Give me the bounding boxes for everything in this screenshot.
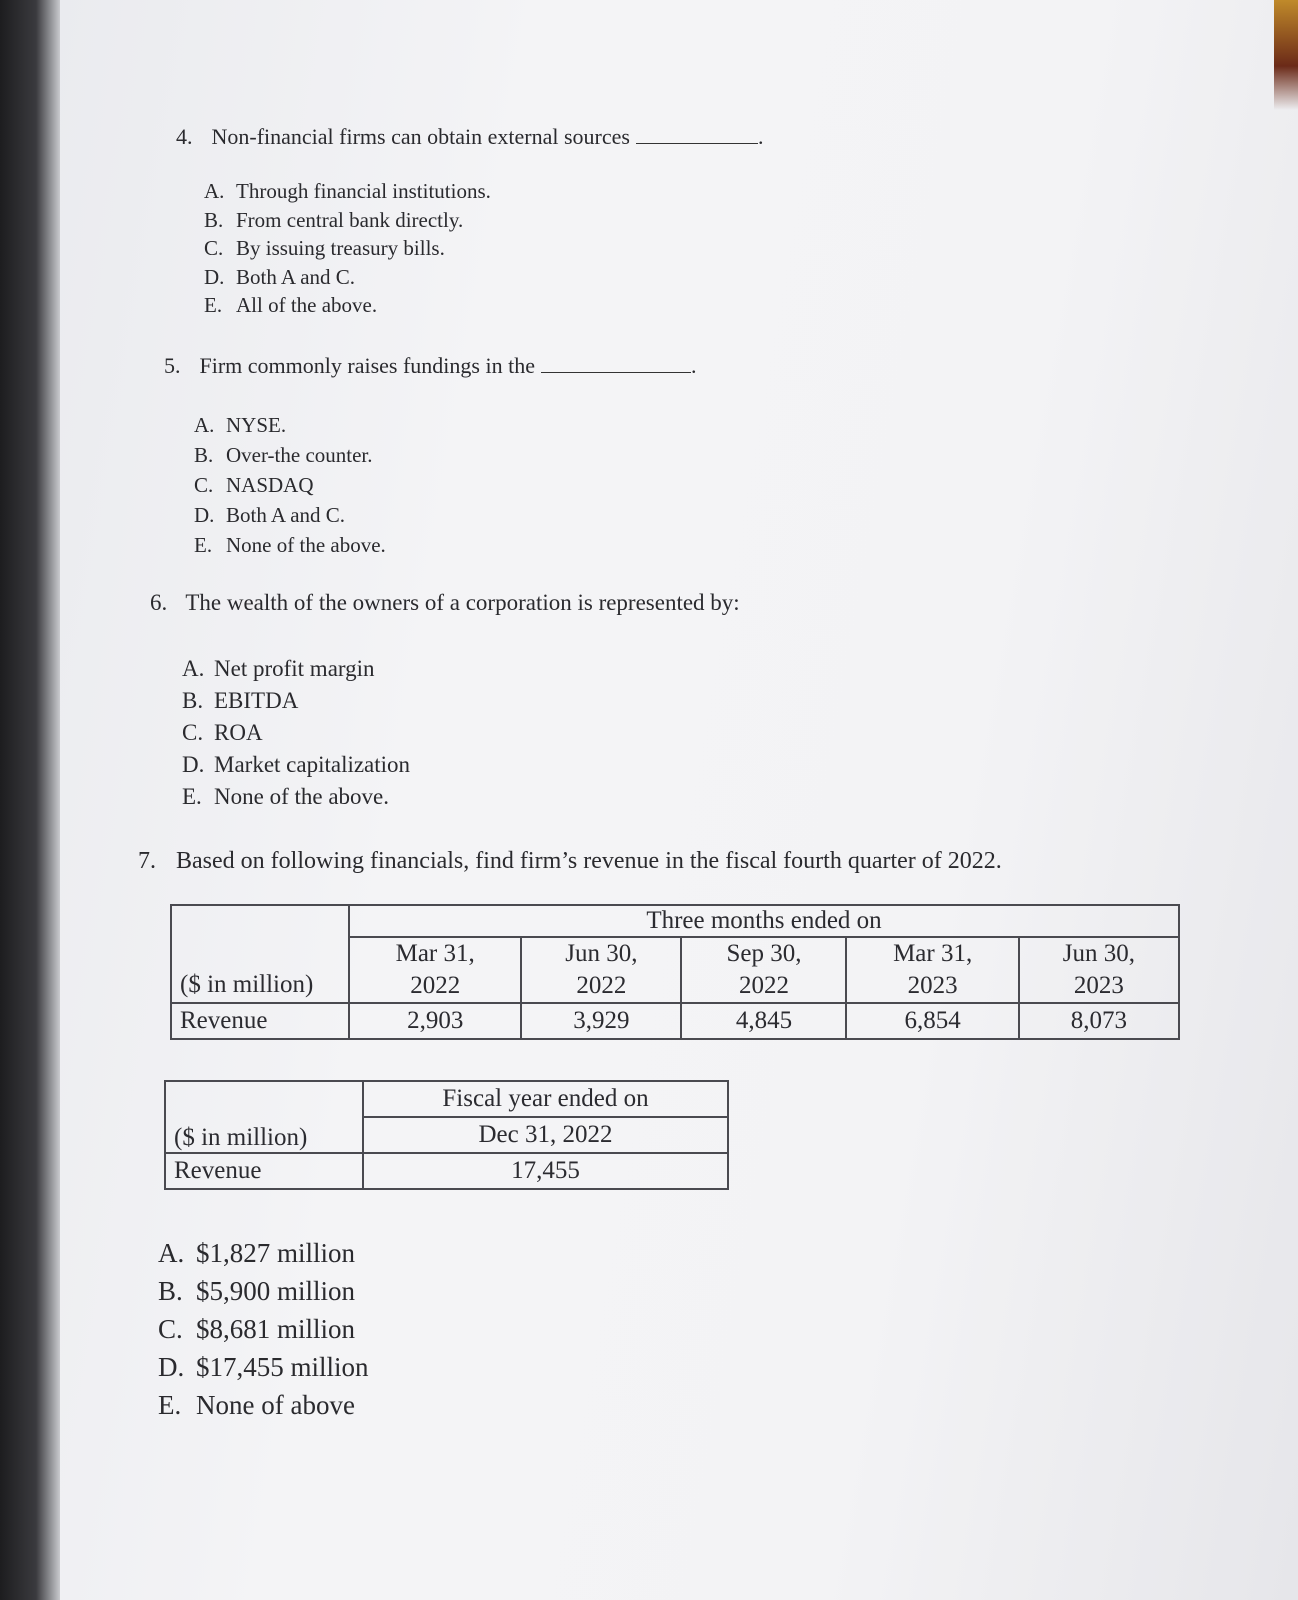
option-c[interactable]: C. By issuing treasury bills. xyxy=(204,236,445,260)
revenue-cell: 3,929 xyxy=(521,1003,681,1039)
quarterly-revenue-table xyxy=(170,904,1180,1040)
option-e[interactable]: E. None of above xyxy=(158,1390,355,1420)
revenue-cell: 2,903 xyxy=(349,1003,521,1039)
option-a[interactable]: A. Through financial institutions. xyxy=(204,179,491,203)
row-label: Revenue xyxy=(171,1003,349,1039)
option-e[interactable]: E. None of the above. xyxy=(182,784,389,809)
photo-edge-left xyxy=(0,0,60,1600)
question-4: 4. Non-financial firms can obtain external sources . xyxy=(176,124,764,149)
question-text: The wealth of the owners of a corporation is represented by: xyxy=(185,590,740,615)
question-6 xyxy=(150,590,740,616)
period-header: Sep 30, 2022 xyxy=(681,937,846,1003)
option-d[interactable]: D. Market capitalization xyxy=(182,752,411,777)
question-number: 6. xyxy=(150,590,168,615)
question-7-options xyxy=(158,1234,369,1424)
option-c[interactable]: C. ROA xyxy=(182,720,263,745)
option-b[interactable]: B. From central bank directly. xyxy=(204,207,464,232)
option-a[interactable]: A. NYSE. xyxy=(194,413,287,437)
question-text: Non-financial firms can obtain external sources xyxy=(211,124,630,149)
question-number: 7. xyxy=(138,848,156,874)
option-a[interactable]: A. Net profit margin xyxy=(182,656,375,681)
question-6-options xyxy=(182,653,410,813)
option-d[interactable]: D. Both A and C. xyxy=(204,264,356,289)
question-5: 5. Firm commonly raises fundings in the . xyxy=(164,353,697,378)
option-c[interactable]: C. $8,681 million xyxy=(158,1314,356,1344)
question-5-options xyxy=(194,410,386,560)
exam-page xyxy=(58,0,1298,1600)
option-b[interactable]: B. Over-the counter. xyxy=(194,443,373,467)
question-number: 4. xyxy=(176,124,193,149)
period-header: Jun 30, 2022 xyxy=(521,937,681,1003)
option-e[interactable]: E. All of the above. xyxy=(204,293,378,317)
option-a[interactable]: A. $1,827 million xyxy=(158,1238,356,1268)
unit-label: ($ in million) xyxy=(171,968,349,1003)
option-b[interactable]: B. EBITDA xyxy=(182,688,299,713)
table-header: Three months ended on xyxy=(349,905,1179,937)
question-text: Firm commonly raises fundings in the xyxy=(199,353,535,378)
question-4-options xyxy=(204,177,491,320)
option-d[interactable]: D. Both A and C. xyxy=(194,503,346,527)
period-header: Jun 30, 2023 xyxy=(1019,937,1179,1003)
unit-label: ($ in million) xyxy=(165,1081,363,1153)
option-d[interactable]: D. $17,455 million xyxy=(158,1352,369,1382)
answer-blank xyxy=(636,143,758,144)
revenue-cell: 8,073 xyxy=(1019,1003,1179,1039)
revenue-cell: 4,845 xyxy=(681,1003,846,1039)
option-e[interactable]: E. None of the above. xyxy=(194,533,386,557)
question-text: Based on following financials, find firm’s revenue in the fiscal fourth quarter of 2022. xyxy=(176,848,1002,874)
question-7 xyxy=(138,848,1002,875)
question-number: 5. xyxy=(164,353,181,378)
period-header: Mar 31, 2023 xyxy=(846,937,1018,1003)
revenue-cell: 17,455 xyxy=(363,1153,728,1189)
revenue-cell: 6,854 xyxy=(846,1003,1018,1039)
period-header: Dec 31, 2022 xyxy=(363,1117,728,1153)
fiscal-year-revenue-table xyxy=(164,1080,729,1190)
answer-blank xyxy=(541,372,691,373)
table-header: Fiscal year ended on xyxy=(363,1081,728,1117)
row-label: Revenue xyxy=(165,1153,363,1189)
corner-cell xyxy=(171,905,349,968)
option-b[interactable]: B. $5,900 million xyxy=(158,1276,356,1306)
option-c[interactable]: C. NASDAQ xyxy=(194,473,314,497)
period-header: Mar 31, 2022 xyxy=(349,937,521,1003)
